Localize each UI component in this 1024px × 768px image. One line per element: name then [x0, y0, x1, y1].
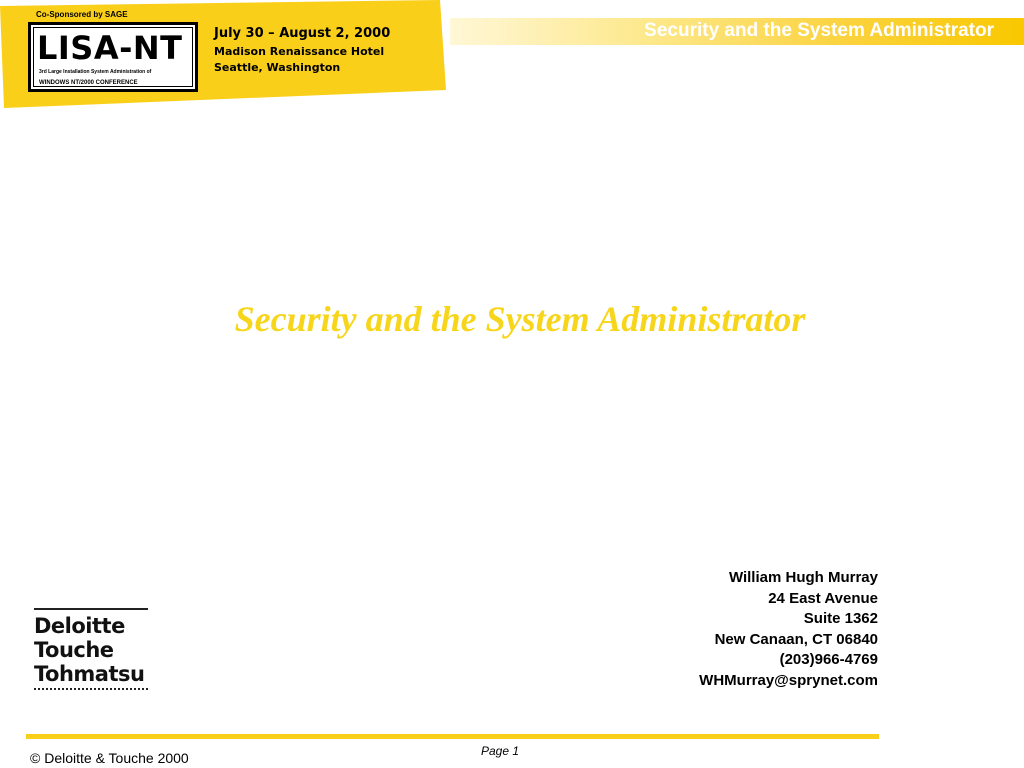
- conference-info: [214, 26, 390, 77]
- lisa-nt-logo: [28, 22, 198, 92]
- lisa-nt-logo-subtitle: 3rd Large Installation System Administration of: [39, 69, 152, 75]
- author-name: William Hugh Murray: [728, 569, 878, 586]
- conference-dates: July 30 – August 2, 2000: [214, 26, 391, 41]
- logo-line-2: Touche: [34, 638, 114, 662]
- slide-title: Security and the System Administrator: [234, 299, 806, 339]
- lisa-nt-logo-title: LISA-NT: [37, 29, 183, 67]
- logo-line-1: Deloitte: [34, 614, 125, 638]
- author-contact: [699, 568, 878, 692]
- conference-venue: Madison Renaissance Hotel: [214, 45, 385, 58]
- conference-banner: [0, 0, 450, 112]
- cosponsored-text: Co-Sponsored by SAGE: [36, 10, 128, 19]
- header-title: Security and the System Administrator: [644, 20, 994, 41]
- conference-location: Seattle, Washington: [214, 61, 341, 74]
- logo-line-3: Tohmatsu: [34, 662, 145, 686]
- page-number: Page 1: [481, 744, 520, 758]
- author-address-line1: 24 East Avenue: [768, 589, 878, 607]
- author-city: New Canaan, CT 06840: [714, 630, 878, 648]
- author-address-line2: Suite 1362: [803, 610, 878, 628]
- deloitte-logo: [34, 608, 154, 690]
- footer-divider: [26, 734, 879, 739]
- logo-bottom-rule: [34, 688, 148, 690]
- copyright-text: © Deloitte & Touche 2000: [30, 750, 189, 766]
- logo-top-rule: [34, 608, 148, 610]
- author-email: WHMurray@sprynet.com: [699, 671, 878, 689]
- lisa-nt-logo-subtitle2: WINDOWS NT/2000 CONFERENCE: [39, 80, 138, 86]
- author-phone: (203)966-4769: [779, 651, 878, 669]
- header-bar: [450, 18, 1024, 45]
- logo-text: [34, 614, 154, 686]
